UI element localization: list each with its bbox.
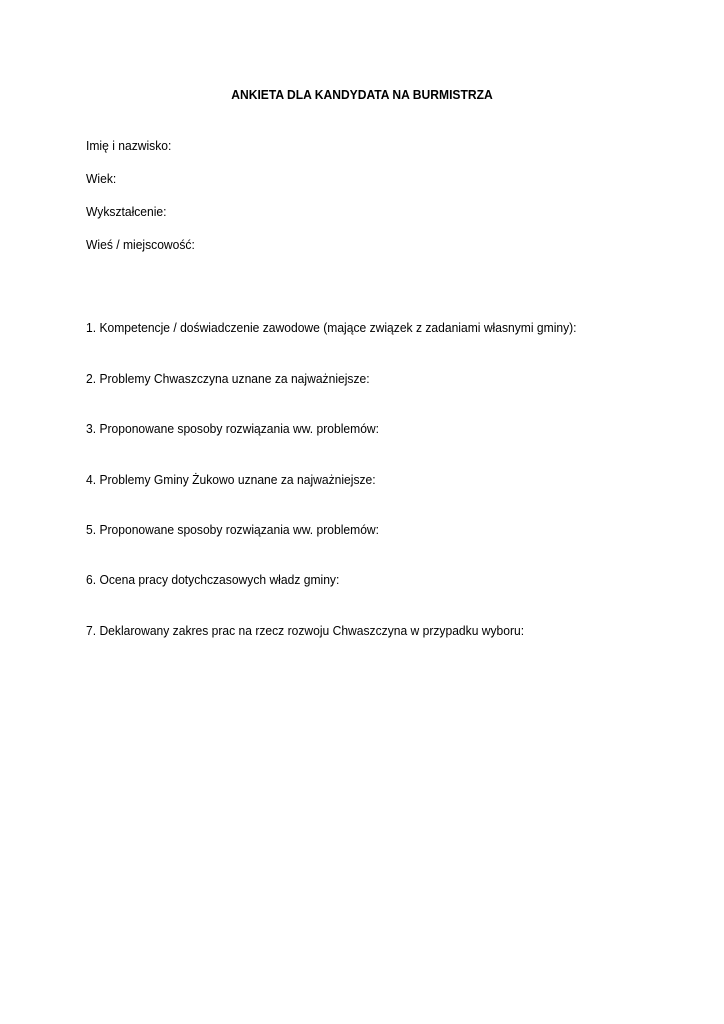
field-education-label: Wykształcenie: — [86, 204, 167, 219]
question-6: 6. Ocena pracy dotychczasowych władz gminy: — [86, 572, 340, 587]
question-3: 3. Proponowane sposoby rozwiązania ww. problemów: — [86, 421, 380, 436]
question-5: 5. Proponowane sposoby rozwiązania ww. problemów: — [86, 522, 380, 537]
question-7: 7. Deklarowany zakres prac na rzecz rozwoju Chwaszczyna w przypadku wyboru: — [86, 623, 525, 638]
question-2: 2. Problemy Chwaszczyna uznane za najważniejsze: — [86, 371, 370, 386]
field-name-label: Imię i nazwisko: — [86, 138, 172, 153]
field-village-label: Wieś / miejscowość: — [86, 237, 195, 252]
question-1: 1. Kompetencje / doświadczenie zawodowe (mające związek z zadaniami własnymi gminy): — [86, 320, 577, 335]
document-title: ANKIETA DLA KANDYDATA NA BURMISTRZA — [231, 87, 493, 102]
question-4: 4. Problemy Gminy Żukowo uznane za najważniejsze: — [86, 472, 376, 487]
field-age-label: Wiek: — [86, 171, 117, 186]
